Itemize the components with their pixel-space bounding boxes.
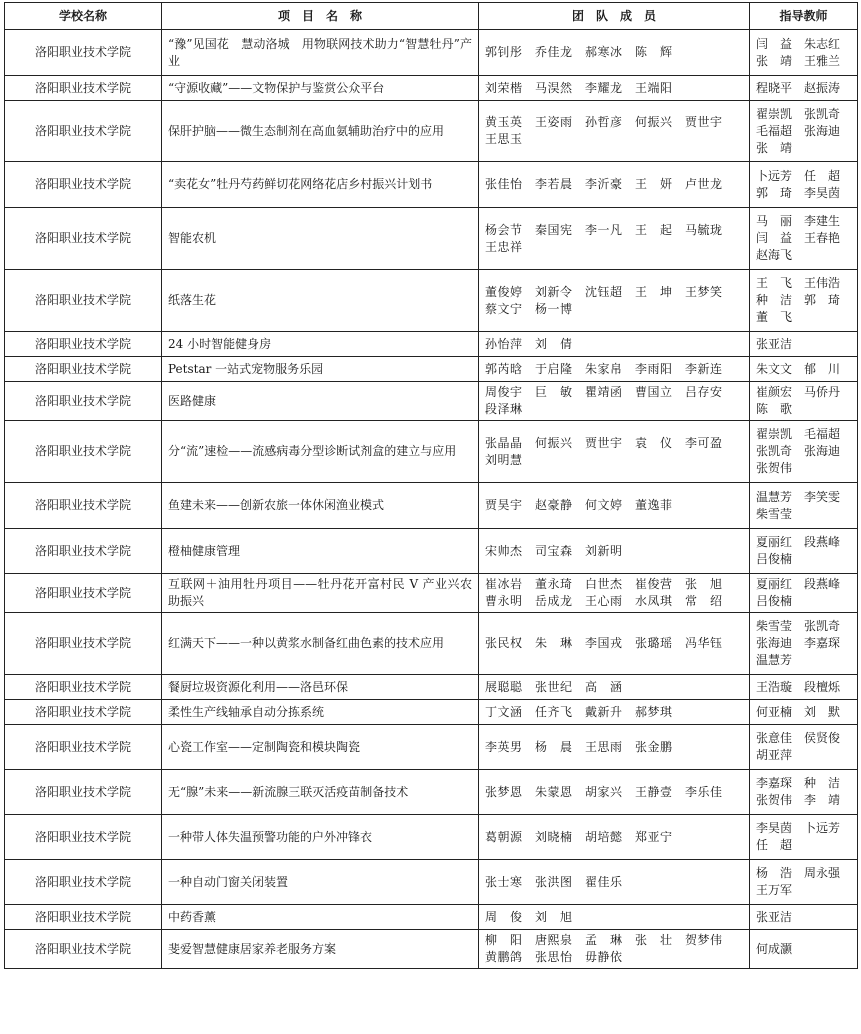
advisors-cell: 李昊茵 卜远芳 任 超: [750, 815, 858, 860]
school-cell: 洛阳职业技术学院: [5, 905, 162, 930]
members-cell: 张民权 朱 琳 李国戎 张璐瑶 冯华钰: [479, 613, 750, 675]
advisors-cell: 翟崇凯 毛福超 张凯奇 张海迪 张贺伟: [750, 421, 858, 483]
project-cell: 红满天下——一种以黄浆水制备红曲色素的技术应用: [162, 613, 479, 675]
table-row: [5, 930, 858, 969]
project-cell: 橙柚健康管理: [162, 529, 479, 574]
advisors-cell: 朱文文 郁 川: [750, 357, 858, 382]
members-cell: 董俊婷 刘新令 沈钰超 王 坤 王梦笑 蔡文宁 杨一博: [479, 270, 750, 332]
school-cell: 洛阳职业技术学院: [5, 675, 162, 700]
project-cell: 心瓷工作室——定制陶瓷和模块陶瓷: [162, 725, 479, 770]
header-school: 学校名称: [5, 3, 162, 30]
school-cell: 洛阳职业技术学院: [5, 529, 162, 574]
school-cell: 洛阳职业技术学院: [5, 574, 162, 613]
project-cell: Petstar 一站式宠物服务乐园: [162, 357, 479, 382]
table-row: [5, 860, 858, 905]
school-cell: 洛阳职业技术学院: [5, 860, 162, 905]
project-cell: “卖花女”牡丹芍药鲜切花网络花店乡村振兴计划书: [162, 162, 479, 208]
school-cell: 洛阳职业技术学院: [5, 162, 162, 208]
table-row: [5, 208, 858, 270]
table-row: [5, 357, 858, 382]
school-cell: 洛阳职业技术学院: [5, 613, 162, 675]
advisors-cell: 张意佳 侯贤俊 胡亚萍: [750, 725, 858, 770]
project-cell: 中药香薰: [162, 905, 479, 930]
project-cell: 柔性生产线轴承自动分拣系统: [162, 700, 479, 725]
advisors-cell: 王 飞 王伟浩 种 洁 郭 琦 董 飞: [750, 270, 858, 332]
advisors-cell: 翟崇凯 张凯奇 毛福超 张海迪 张 靖: [750, 101, 858, 162]
project-cell: 分“流”速检——流感病毒分型诊断试剂盒的建立与应用: [162, 421, 479, 483]
school-cell: 洛阳职业技术学院: [5, 930, 162, 969]
advisors-cell: 柴雪莹 张凯奇 张海迪 李嘉琛 温慧芳: [750, 613, 858, 675]
school-cell: 洛阳职业技术学院: [5, 270, 162, 332]
members-cell: 宋帅杰 司宝森 刘新明: [479, 529, 750, 574]
members-cell: 张佳怡 李若晨 李沂豪 王 妍 卢世龙: [479, 162, 750, 208]
header-project: 项 目 名 称: [162, 3, 479, 30]
project-cell: 保肝护脑——微生态制剂在高血氨辅助治疗中的应用: [162, 101, 479, 162]
school-cell: 洛阳职业技术学院: [5, 76, 162, 101]
table-row: [5, 770, 858, 815]
members-cell: 周 俊 刘 旭: [479, 905, 750, 930]
members-cell: 杨会节 秦国宪 李一凡 王 起 马毓珑 王忠祥: [479, 208, 750, 270]
advisors-cell: 夏丽红 段燕峰 吕俊楠: [750, 574, 858, 613]
school-cell: 洛阳职业技术学院: [5, 815, 162, 860]
project-cell: 餐厨垃圾资源化利用——洛邑环保: [162, 675, 479, 700]
school-cell: 洛阳职业技术学院: [5, 332, 162, 357]
advisors-cell: 何成灏: [750, 930, 858, 969]
members-cell: 刘荣楷 马淏然 李耀龙 王端阳: [479, 76, 750, 101]
advisors-cell: 李嘉琛 种 洁 张贺伟 李 靖: [750, 770, 858, 815]
project-cell: 24 小时智能健身房: [162, 332, 479, 357]
table-header-row: [5, 3, 858, 30]
members-cell: 展聪聪 张世纪 高 涵: [479, 675, 750, 700]
table-row: [5, 76, 858, 101]
school-cell: 洛阳职业技术学院: [5, 208, 162, 270]
project-cell: 互联网＋油用牡丹项目——牡丹花开富村民 V 产业兴农助振兴: [162, 574, 479, 613]
project-cell: 医路健康: [162, 382, 479, 421]
table-row: [5, 529, 858, 574]
header-members: 团 队 成 员: [479, 3, 750, 30]
school-cell: 洛阳职业技术学院: [5, 725, 162, 770]
table-row: [5, 483, 858, 529]
table-row: [5, 382, 858, 421]
members-cell: 葛朝源 刘晓楠 胡培懿 郑亚宁: [479, 815, 750, 860]
advisors-cell: 夏丽红 段燕峰 吕俊楠: [750, 529, 858, 574]
project-cell: 鱼建未来——创新农旅一体休闲渔业模式: [162, 483, 479, 529]
table-row: [5, 613, 858, 675]
school-cell: 洛阳职业技术学院: [5, 770, 162, 815]
project-cell: 一种带人体失温预警功能的户外冲锋衣: [162, 815, 479, 860]
table-row: [5, 421, 858, 483]
table-row: [5, 675, 858, 700]
members-cell: 张士寒 张洪图 翟佳乐: [479, 860, 750, 905]
advisors-cell: 杨 浩 周永强 王万军: [750, 860, 858, 905]
table-row: [5, 574, 858, 613]
project-cell: 无“腺”未来——新流腺三联灭活疫苗制备技术: [162, 770, 479, 815]
table-row: [5, 332, 858, 357]
table-row: [5, 30, 858, 76]
school-cell: 洛阳职业技术学院: [5, 30, 162, 76]
school-cell: 洛阳职业技术学院: [5, 421, 162, 483]
award-list-table: [4, 2, 858, 969]
project-cell: “豫”见国花 慧动洛城 用物联网技术助力“智慧牡丹”产业: [162, 30, 479, 76]
advisors-cell: 崔颜宏 马侨丹 陈 歌: [750, 382, 858, 421]
school-cell: 洛阳职业技术学院: [5, 700, 162, 725]
advisors-cell: 温慧芳 李笑雯 柴雪莹: [750, 483, 858, 529]
members-cell: 张梦恩 朱蒙恩 胡家兴 王静壹 李乐佳: [479, 770, 750, 815]
project-cell: 斐爱智慧健康居家养老服务方案: [162, 930, 479, 969]
table-row: [5, 270, 858, 332]
advisors-cell: 王浩璇 段檀烁: [750, 675, 858, 700]
advisors-cell: 马 丽 李建生 闫 益 王春艳 赵海飞: [750, 208, 858, 270]
members-cell: 李英男 杨 晨 王思雨 张金鹏: [479, 725, 750, 770]
header-advisors: 指导教师: [750, 3, 858, 30]
table-row: [5, 725, 858, 770]
advisors-cell: 卜远芳 任 超 郭 琦 李昊茵: [750, 162, 858, 208]
members-cell: 黄玉英 王姿雨 孙哲彦 何振兴 贾世宇 王思玉: [479, 101, 750, 162]
advisors-cell: 何亚楠 刘 默: [750, 700, 858, 725]
project-cell: 智能农机: [162, 208, 479, 270]
advisors-cell: 程晓平 赵振涛: [750, 76, 858, 101]
advisors-cell: 张亚洁: [750, 905, 858, 930]
school-cell: 洛阳职业技术学院: [5, 382, 162, 421]
members-cell: 贾昊宇 赵豪静 何文婷 董逸菲: [479, 483, 750, 529]
members-cell: 柳 阳 唐熙泉 孟 琳 张 壮 贺梦伟 黄鹏鸽 张思怡 毋静依: [479, 930, 750, 969]
project-cell: “守源收藏”——文物保护与鉴赏公众平台: [162, 76, 479, 101]
members-cell: 孙怡萍 刘 倩: [479, 332, 750, 357]
school-cell: 洛阳职业技术学院: [5, 357, 162, 382]
members-cell: 周俊宇 巨 敏 瞿靖函 曹国立 吕存安 段泽琳: [479, 382, 750, 421]
members-cell: 张晶晶 何振兴 贾世宇 袁 仪 李可盈 刘明慧: [479, 421, 750, 483]
members-cell: 丁文涵 任齐飞 戴新升 郝梦琪: [479, 700, 750, 725]
table-row: [5, 700, 858, 725]
table-row: [5, 905, 858, 930]
advisors-cell: 闫 益 朱志红 张 靖 王雅兰: [750, 30, 858, 76]
members-cell: 郭芮晗 于启隆 朱家帛 李雨阳 李新连: [479, 357, 750, 382]
school-cell: 洛阳职业技术学院: [5, 483, 162, 529]
members-cell: 郭钊彤 乔佳龙 郝寒冰 陈 辉: [479, 30, 750, 76]
school-cell: 洛阳职业技术学院: [5, 101, 162, 162]
project-cell: 纸落生花: [162, 270, 479, 332]
table-row: [5, 815, 858, 860]
table-row: [5, 101, 858, 162]
table-row: [5, 162, 858, 208]
project-cell: 一种自动门窗关闭装置: [162, 860, 479, 905]
advisors-cell: 张亚洁: [750, 332, 858, 357]
members-cell: 崔冰岩 董永琦 白世杰 崔俊营 张 旭 曹永明 岳成龙 王心雨 水凤琪 常 绍: [479, 574, 750, 613]
